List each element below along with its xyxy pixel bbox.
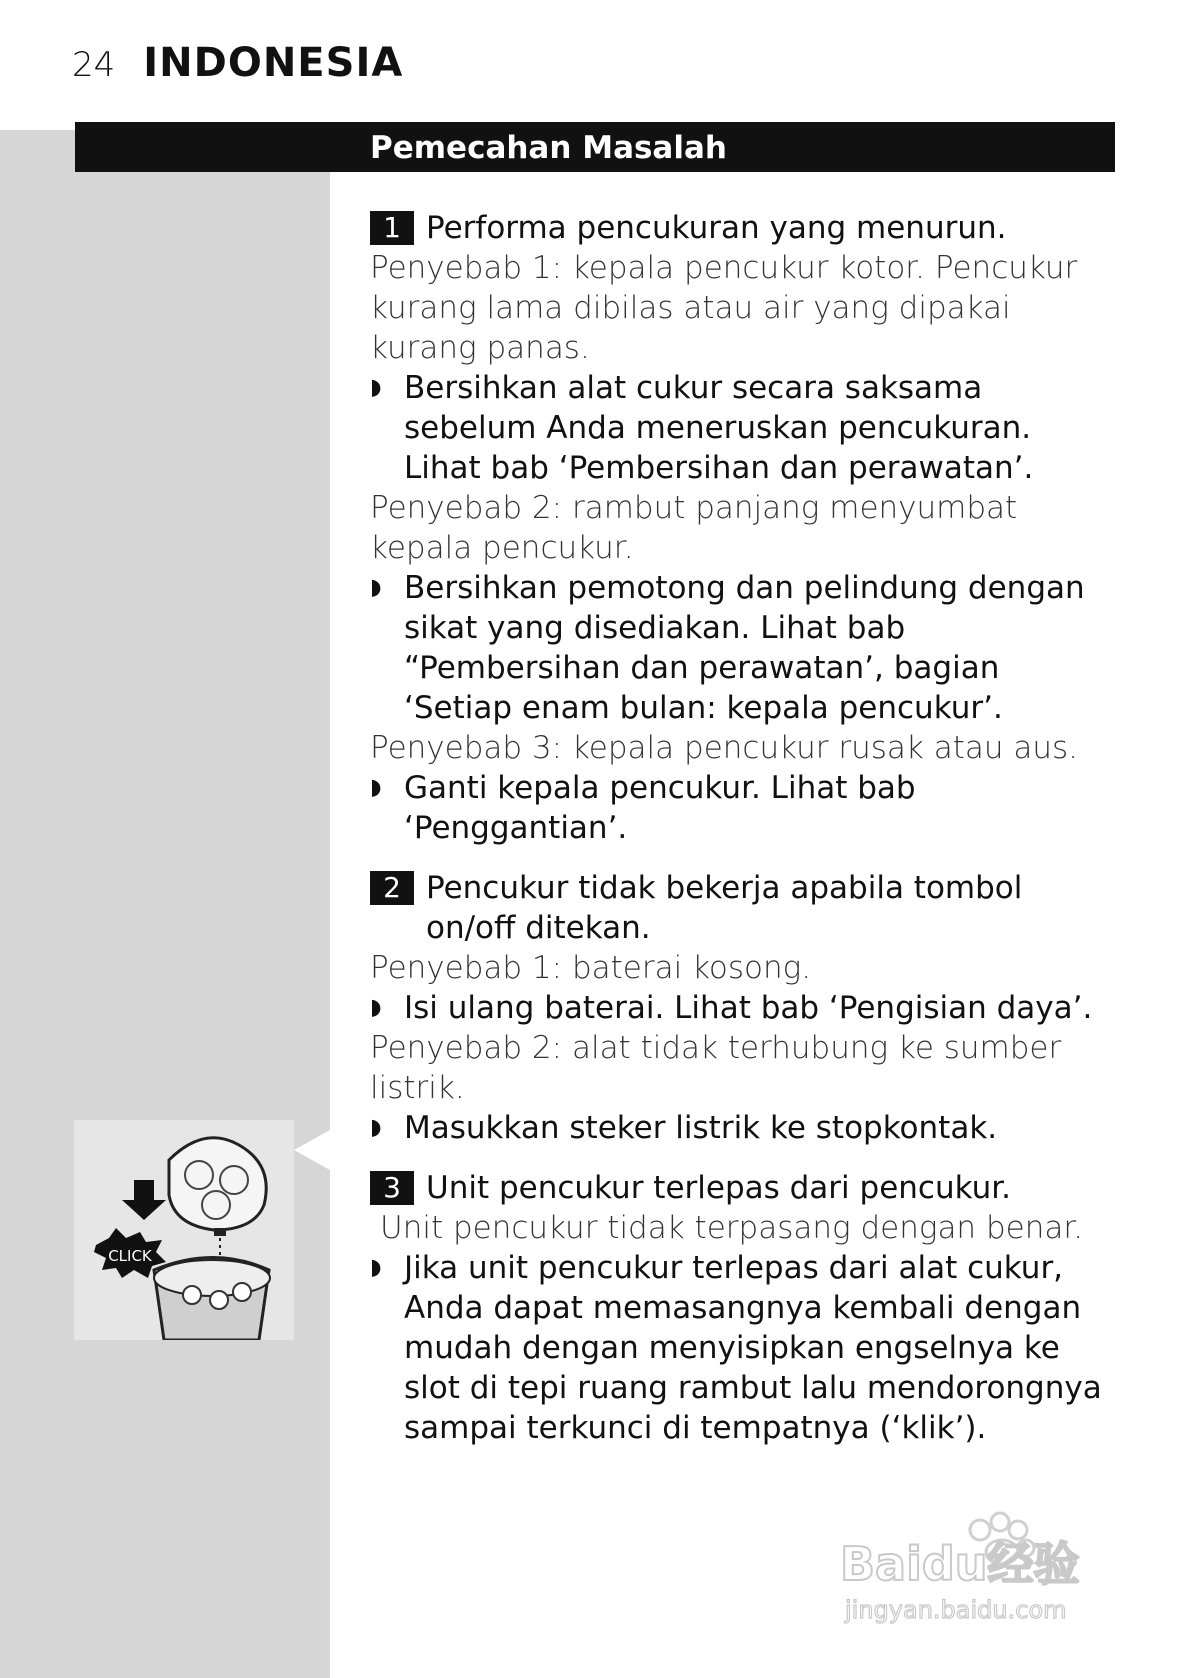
problem-1 xyxy=(370,208,1115,848)
action-text: Bersihkan pemotong dan pelindung dengan sikat yang disediakan. Lihat bab “Pembersihan dan perawatan’, bagian ‘Setiap enam bulan: kepala pencukur’. xyxy=(404,570,1085,726)
bullet-arrow-icon: ◗ xyxy=(370,1255,382,1280)
action-text: Bersihkan alat cukur secara saksama sebelum Anda meneruskan pencukuran. Lihat bab ‘Pembersihan dan perawatan’. xyxy=(404,370,1034,486)
problem-number: 1 xyxy=(370,211,414,245)
problem-heading xyxy=(370,868,1115,948)
baidu-watermark xyxy=(840,1500,1130,1630)
page-header xyxy=(72,40,403,86)
problem-2 xyxy=(370,868,1115,1148)
problem-heading xyxy=(370,1168,1115,1208)
action-text: Masukkan steker listrik ke stopkontak. xyxy=(404,1110,998,1146)
click-label: CLICK xyxy=(108,1247,152,1265)
action-item xyxy=(370,1248,1115,1448)
problem-heading xyxy=(370,208,1115,248)
bullet-arrow-icon: ◗ xyxy=(370,1115,382,1140)
cause-text: Penyebab 2: rambut panjang menyumbat kepala pencukur. xyxy=(370,490,1018,566)
bullet-arrow-icon: ◗ xyxy=(370,575,382,600)
cause-text: Unit pencukur tidak terpasang dengan benar. xyxy=(380,1210,1084,1246)
action-item xyxy=(370,368,1115,488)
illustration-pointer xyxy=(294,1130,330,1170)
down-arrow-icon xyxy=(122,1180,166,1220)
shaver-illustration xyxy=(74,1120,294,1340)
bullet-arrow-icon: ◗ xyxy=(370,375,382,400)
action-text: Ganti kepala pencukur. Lihat bab ‘Penggantian’. xyxy=(404,770,916,846)
bullet-arrow-icon: ◗ xyxy=(370,775,382,800)
cause-text: Penyebab 1: baterai kosong. xyxy=(370,950,812,986)
language-heading: INDONESIA xyxy=(143,40,404,86)
problem-title: Performa pencukuran yang menurun. xyxy=(426,210,1007,246)
bullet-arrow-icon: ◗ xyxy=(370,995,382,1020)
problem-3 xyxy=(370,1168,1115,1448)
action-item xyxy=(370,768,1115,848)
troubleshooting-content xyxy=(370,208,1115,1468)
watermark-url: jingyan.baidu.com xyxy=(845,1596,1067,1624)
problem-title: Pencukur tidak bekerja apabila tombol on/off ditekan. xyxy=(426,870,1023,946)
watermark-brand: Baidu经验 xyxy=(840,1537,1080,1591)
cause-text: Penyebab 2: alat tidak terhubung ke sumber listrik. xyxy=(370,1030,1062,1106)
section-title: Pemecahan Masalah xyxy=(370,130,727,166)
action-text: Isi ulang baterai. Lihat bab ‘Pengisian daya’. xyxy=(404,990,1093,1026)
action-text: Jika unit pencukur terlepas dari alat cukur, Anda dapat memasangnya kembali dengan mudah dengan menyisipkan engselnya ke slot di tepi ruang rambut lalu mendorongnya sampai terkunci di tempatnya (‘klik’). xyxy=(404,1250,1102,1446)
problem-number: 3 xyxy=(370,1171,414,1205)
action-item xyxy=(370,568,1115,728)
page-number: 24 xyxy=(72,45,116,85)
shaver-body-icon xyxy=(154,1258,270,1341)
shaver-drawing xyxy=(74,1120,294,1340)
problem-number: 2 xyxy=(370,871,414,905)
cause-text: Penyebab 1: kepala pencukur kotor. Pencukur kurang lama dibilas atau air yang dipakai kurang panas. xyxy=(370,250,1078,366)
action-item xyxy=(370,988,1115,1028)
action-item xyxy=(370,1108,1115,1148)
section-title-bar xyxy=(75,122,1115,172)
shaving-unit-icon xyxy=(169,1138,266,1236)
cause-text: Penyebab 3: kepala pencukur rusak atau aus. xyxy=(370,730,1078,766)
problem-title: Unit pencukur terlepas dari pencukur. xyxy=(426,1170,1012,1206)
sidebar-panel xyxy=(0,130,330,1678)
